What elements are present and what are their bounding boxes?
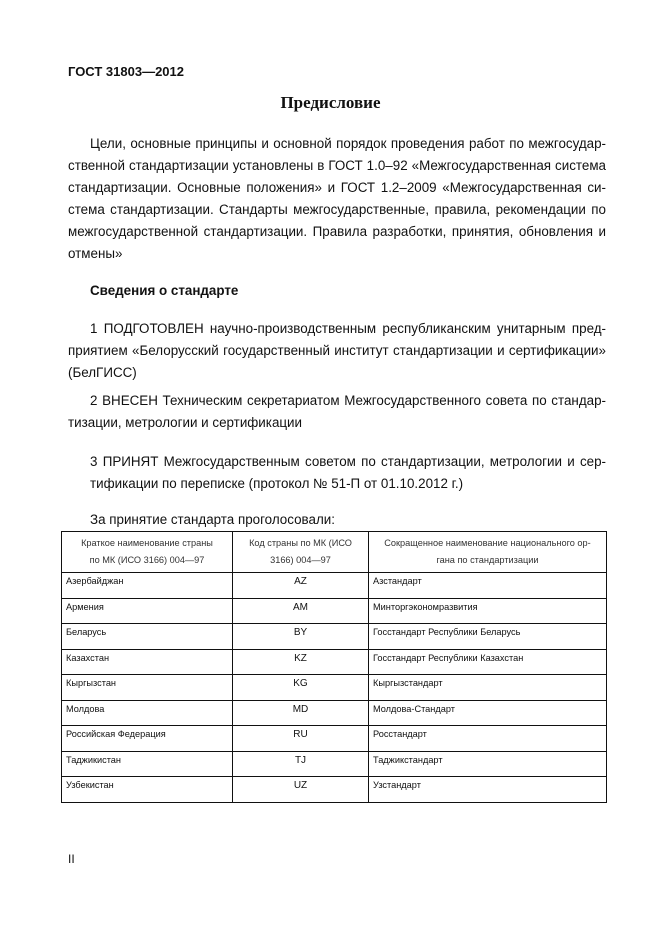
code-cell: RU — [233, 726, 369, 752]
item-3-paragraph — [90, 451, 606, 495]
header-text: по МК (ИСО 3166) 004—97 — [89, 555, 205, 565]
intro-paragraph — [68, 133, 606, 265]
code-cell: KG — [233, 675, 369, 701]
header-code — [233, 532, 369, 573]
intro-line: отмены» — [68, 246, 123, 261]
code-cell: AZ — [233, 573, 369, 599]
table-row — [62, 726, 607, 752]
item-2-line: тизации, метрологии и сертификации — [68, 415, 303, 430]
table-row — [62, 751, 607, 777]
code-cell: BY — [233, 624, 369, 650]
code-cell: AM — [233, 598, 369, 624]
body-cell: Минторгэкономразвития — [369, 598, 607, 624]
table-row — [62, 573, 607, 599]
header-text: Код страны по МК (ИСО — [249, 538, 352, 548]
table-row — [62, 624, 607, 650]
table-row — [62, 675, 607, 701]
country-cell: Кыргызстан — [62, 675, 233, 701]
header-text: Сокращенное наименование национального ор- — [384, 538, 591, 548]
country-cell: Молдова — [62, 700, 233, 726]
body-cell: Узстандарт — [369, 777, 607, 803]
intro-line: стандартизации. Основные положения» и ГОСТ 1.2–2009 «Межгосударственная си- — [68, 180, 606, 195]
intro-line: Цели, основные принципы и основной порядок проведения работ по межгосудар- — [90, 136, 606, 151]
country-cell: Армения — [62, 598, 233, 624]
table-row — [62, 649, 607, 675]
section-title: Сведения о стандарте — [90, 283, 239, 298]
item-1-line: приятием «Белорусский государственный институт стандартизации и сертификации» — [68, 343, 606, 358]
header-body — [369, 532, 607, 573]
code-cell: UZ — [233, 777, 369, 803]
table-caption: За принятие стандарта проголосовали: — [90, 512, 335, 527]
item-1-line: (БелГИСС) — [68, 365, 137, 380]
body-cell: Азстандарт — [369, 573, 607, 599]
table-row — [62, 700, 607, 726]
header-text: гана по стандартизации — [436, 555, 539, 565]
item-2-paragraph — [68, 390, 606, 434]
body-cell: Таджикстандарт — [369, 751, 607, 777]
header-text: 3166) 004—97 — [270, 555, 331, 565]
item-1-paragraph — [68, 318, 606, 384]
header-country — [62, 532, 233, 573]
code-cell: TJ — [233, 751, 369, 777]
page-number: II — [68, 852, 75, 866]
body-cell: Госстандарт Республики Беларусь — [369, 624, 607, 650]
country-cell: Российская Федерация — [62, 726, 233, 752]
item-2-line: 2 ВНЕСЕН Техническим секретариатом Межгосударственного совета по стандар- — [90, 393, 606, 408]
body-cell: Росстандарт — [369, 726, 607, 752]
item-3-line: 3 ПРИНЯТ Межгосударственным советом по стандартизации, метрологии и сер- — [90, 454, 606, 469]
country-cell: Азербайджан — [62, 573, 233, 599]
header-text: Краткое наименование страны — [81, 538, 213, 548]
code-cell: KZ — [233, 649, 369, 675]
page-title: Предисловие — [280, 93, 381, 112]
country-cell: Узбекистан — [62, 777, 233, 803]
body-cell: Кыргызстандарт — [369, 675, 607, 701]
country-cell: Беларусь — [62, 624, 233, 650]
item-1-line: 1 ПОДГОТОВЛЕН научно-производственным республиканским унитарным пред- — [90, 321, 606, 336]
intro-line: ственной стандартизации установлены в ГОСТ 1.0–92 «Межгосударственная система — [68, 158, 606, 173]
item-3-line: тификации по переписке (протокол № 51-П от 01.10.2012 г.) — [90, 476, 464, 491]
body-cell: Молдова-Стандарт — [369, 700, 607, 726]
intro-line: межгосударственной стандартизации. Правила разработки, принятия, обновления и — [68, 224, 606, 239]
table-header-row — [62, 532, 607, 573]
code-cell: MD — [233, 700, 369, 726]
voting-table — [61, 531, 607, 803]
country-cell: Таджикистан — [62, 751, 233, 777]
intro-line: стема стандартизации. Стандарты межгосударственные, правила, рекомендации по — [68, 202, 606, 217]
body-cell: Госстандарт Республики Казахстан — [369, 649, 607, 675]
table-row — [62, 777, 607, 803]
table-row — [62, 598, 607, 624]
country-cell: Казахстан — [62, 649, 233, 675]
document-code: ГОСТ 31803—2012 — [68, 64, 184, 79]
